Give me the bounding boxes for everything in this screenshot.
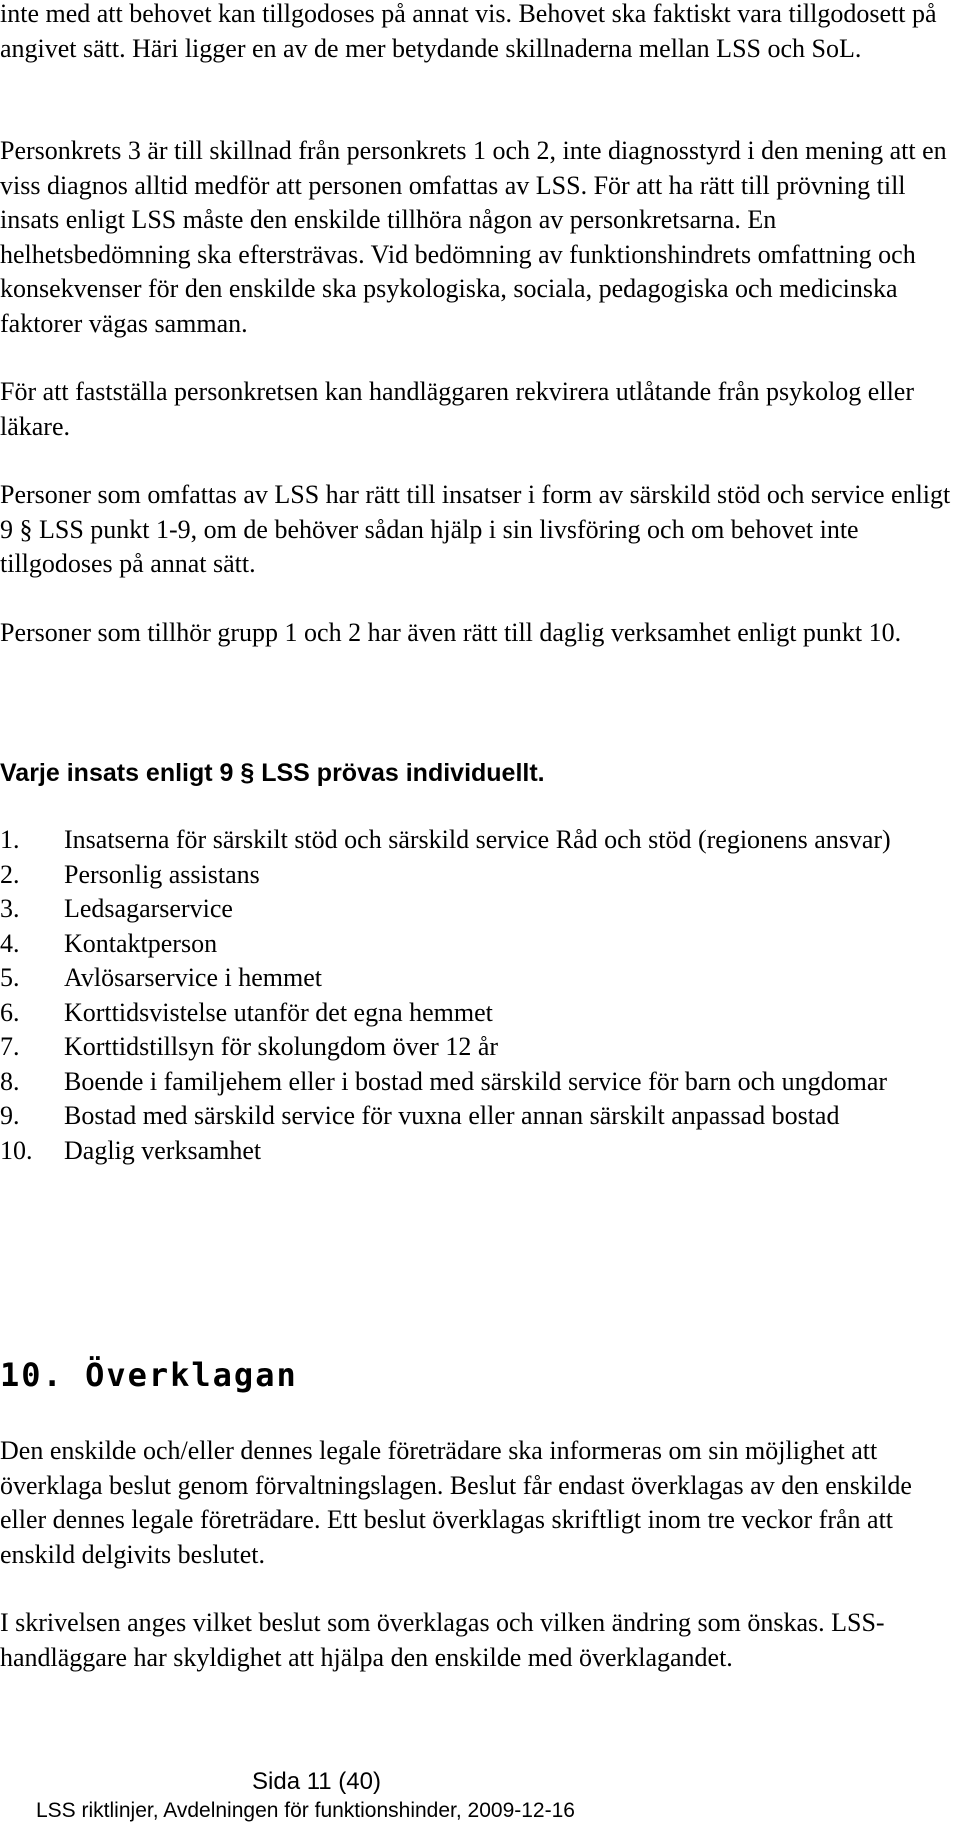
list-item-text: Ledsagarservice bbox=[64, 894, 233, 923]
list-item bbox=[0, 961, 955, 996]
list-item-text: Personlig assistans bbox=[64, 859, 260, 889]
list-item bbox=[0, 1134, 955, 1169]
list-item-number: 3. bbox=[0, 894, 20, 923]
rights-section bbox=[0, 478, 955, 582]
appeal-section bbox=[0, 1434, 955, 1572]
list-item bbox=[0, 1099, 955, 1134]
list-item-number: 10. bbox=[0, 1135, 33, 1165]
page-number: Sida 11 (40) bbox=[252, 1768, 381, 1795]
list-item-number: 5. bbox=[0, 963, 20, 992]
paragraph-personkrets-3: Personkrets 3 är till skillnad från personkrets 1 och 2, inte diagnosstyrd i den mening att en viss diagnos alltid medför att personen omfattas av LSS. För att ha rätt till prövning till insats enligt LSS måste den enskilde tillhöra någon av personkretsarna. En helhetsbedömning ska eftersträvas. Vid bedömning av funktionshindrets omfattning och konsekvenser för den enskilde ska psykologiska, sociala, pedagogiska och medicinska faktorer vägas samman. bbox=[0, 136, 947, 338]
services-list bbox=[0, 823, 955, 1168]
list-item-text: Korttidsvistelse utanför det egna hemmet bbox=[64, 997, 493, 1027]
list-item-text: Avlösarservice i hemmet bbox=[64, 963, 322, 992]
appeal-heading: 10. Överklagan bbox=[0, 1356, 298, 1394]
paragraph-daily-activity: Personer som tillhör grupp 1 och 2 har även rätt till daglig verksamhet enligt punkt 10. bbox=[0, 618, 902, 647]
paragraph-appeal-letter: I skrivelsen anges vilket beslut som överklagas och vilken ändring som önskas. LSS-handläggare har skyldighet att hjälpa den enskilde med överklagandet. bbox=[0, 1608, 885, 1672]
list-item-number: 6. bbox=[0, 997, 20, 1027]
list-item bbox=[0, 1065, 955, 1100]
list-item-text: Korttidstillsyn för skolungdom över 12 år bbox=[64, 1032, 499, 1061]
list-item-text: Bostad med särskild service för vuxna eller annan särskilt anpassad bostad bbox=[64, 1101, 840, 1130]
daily-activity-section bbox=[0, 616, 955, 651]
list-item-number: 2. bbox=[0, 859, 20, 889]
list-item-number: 4. bbox=[0, 928, 20, 958]
paragraph-rights: Personer som omfattas av LSS har rätt till insatser i form av särskild stöd och service enligt 9 § LSS punkt 1-9, om de behöver sådan hjälp i sin livsföring och om behovet inte tillgodoses på annat sätt. bbox=[0, 480, 951, 578]
personkrets-section bbox=[0, 134, 955, 341]
list-item-text: Kontaktperson bbox=[64, 928, 218, 958]
services-heading: Varje insats enligt 9 § LSS prövas individuellt. bbox=[0, 759, 545, 787]
paragraph-intro-continuation: inte med att behovet kan tillgodoses på annat vis. Behovet ska faktiskt vara tillgodosett på angivet sätt. Häri ligger en av de mer betydande skillnaderna mellan LSS och SoL. bbox=[0, 0, 937, 63]
intro-continuation bbox=[0, 0, 955, 66]
list-item bbox=[0, 996, 955, 1031]
list-item bbox=[0, 1030, 955, 1065]
paragraph-assessment: För att fastställa personkretsen kan handläggaren rekvirera utlåtande från psykolog eller läkare. bbox=[0, 377, 914, 441]
list-item-number: 9. bbox=[0, 1101, 20, 1130]
list-item bbox=[0, 858, 955, 893]
appeal-letter-section bbox=[0, 1606, 955, 1675]
list-item-number: 8. bbox=[0, 1066, 20, 1096]
list-item-number: 7. bbox=[0, 1032, 20, 1061]
footer-document-title: LSS riktlinjer, Avdelningen för funktionshinder, 2009-12-16 bbox=[36, 1799, 575, 1822]
list-item-text: Daglig verksamhet bbox=[64, 1135, 262, 1165]
list-item-number: 1. bbox=[0, 825, 20, 854]
list-item bbox=[0, 823, 955, 858]
list-item bbox=[0, 892, 955, 927]
list-item-text: Insatserna för särskilt stöd och särskild service Råd och stöd (regionens ansvar) bbox=[64, 825, 891, 854]
paragraph-appeal-info: Den enskilde och/eller dennes legale företrädare ska informeras om sin möjlighet att överklaga beslut genom förvaltningslagen. Beslut får endast överklagas av den enskilde eller dennes legale företrädare. Ett beslut överklagas skriftligt inom tre veckor från att enskild delgivits beslutet. bbox=[0, 1436, 912, 1569]
assessment-section bbox=[0, 375, 955, 444]
list-item bbox=[0, 927, 955, 962]
list-item-text: Boende i familjehem eller i bostad med särskild service för barn och ungdomar bbox=[64, 1066, 888, 1096]
